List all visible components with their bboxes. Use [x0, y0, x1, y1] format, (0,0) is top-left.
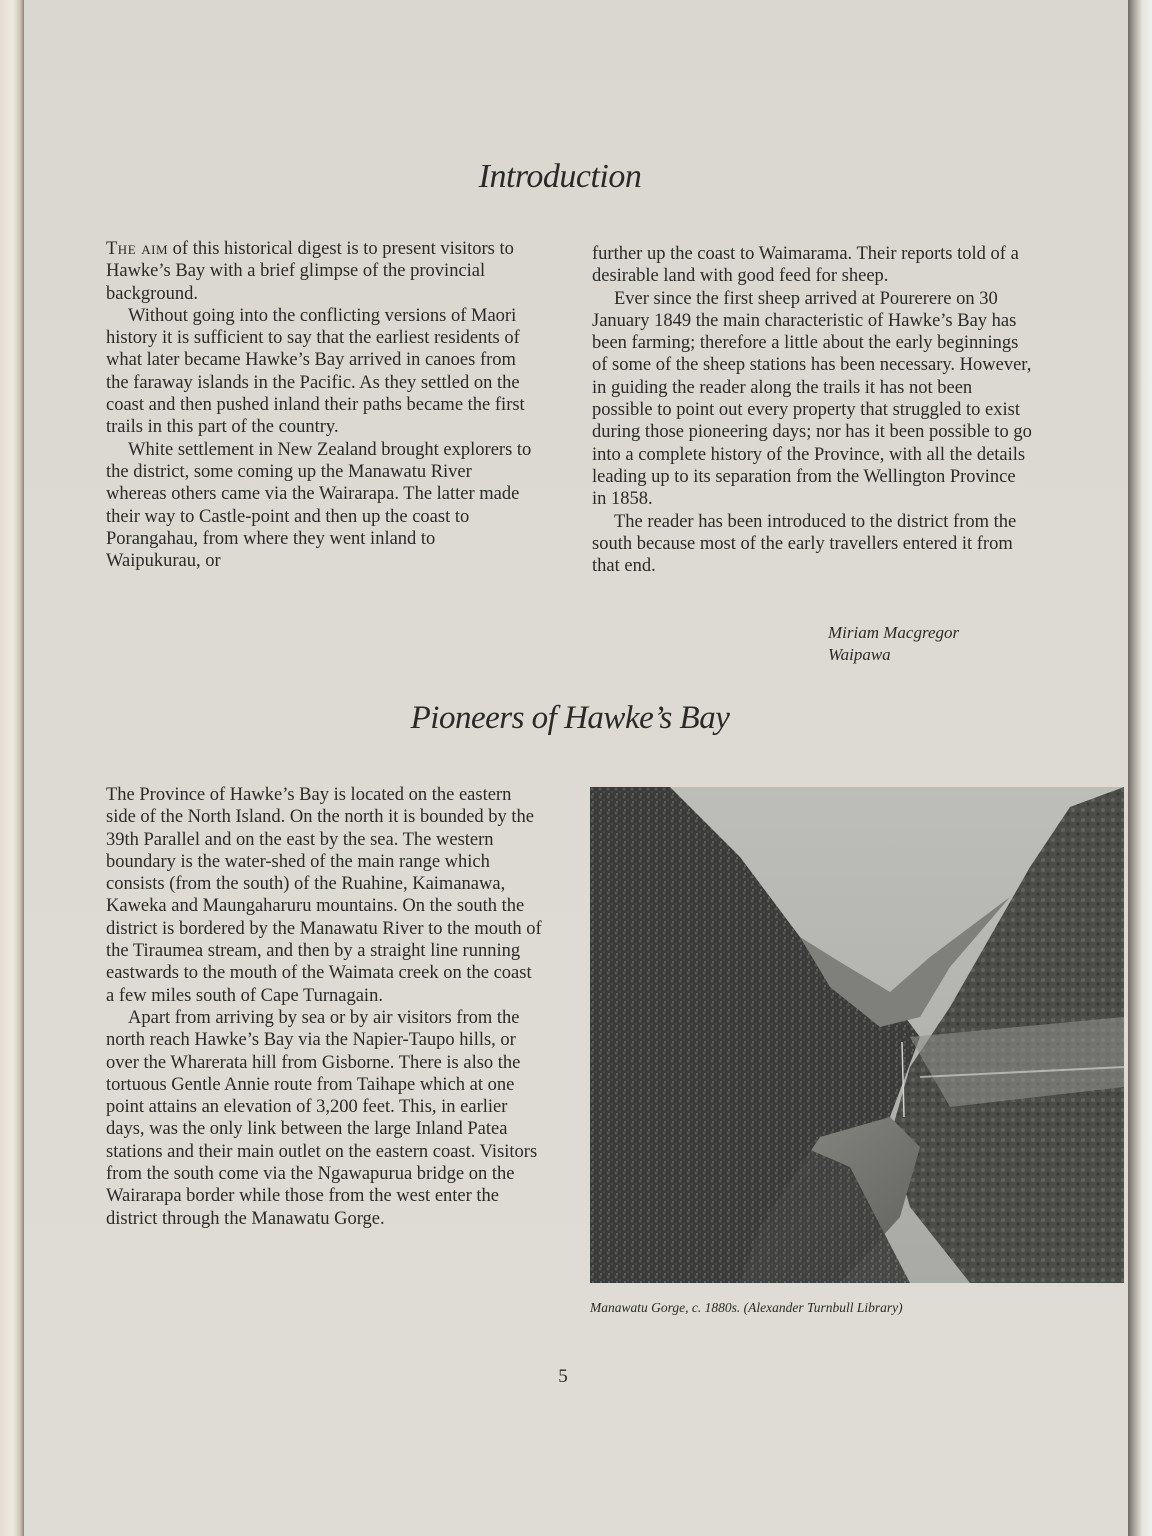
introduction-paragraph-6: The reader has been introduced to the district from the south because most of the early travellers entered it from that end. — [592, 511, 1017, 577]
book-spine-shadow — [0, 0, 24, 1536]
photo-caption: Manawatu Gorge, c. 1880s. (Alexander Turnbull Library) — [590, 1300, 903, 1315]
introduction-paragraph-5: Ever since the first sheep arrived at Pourerere on 30 January 1849 the main characteristic of Hawke’s Bay has been farming; therefore a little about the early beginnings of some of the sheep stations has been necessary. However, in guiding the reader along the trails it has not been possible to point out every property that struggled to exist during those pioneering days; nor has it been possible to go into a complete history of the Province, with all the details leading up to its separation from the Wellington Province in 1858. — [592, 288, 1032, 510]
author-place: Waipawa — [828, 645, 891, 664]
gorge-photo-illustration — [590, 787, 1124, 1283]
manawatu-gorge-photo — [590, 787, 1124, 1283]
introduction-paragraph-1 — [106, 238, 534, 305]
pioneers-title: Pioneers of Hawke’s Bay — [410, 700, 730, 736]
author-signature — [828, 622, 959, 666]
introduction-paragraph-4: further up the coast to Waimarama. Their reports told of a desirable land with good feed for sheep. — [592, 244, 1019, 287]
introduction-paragraph-1-text: of this historical digest is to present visitors to Hawke’s Bay with a brief glimpse of the provincial background. — [106, 239, 514, 304]
pioneers-paragraph-1: The Province of Hawke’s Bay is located on the eastern side of the North Island. On the north it is bounded by the 39th Parallel and on the east by the sea. The western boundary is the water-shed of the main range which consists (from the south) of the Ruahine, Kaimanawa, Kaweka and Maungaharuru mountains. On the south the district is bordered by the Manawatu River to the mouth of the Tiraumea stream, and then by a straight line running eastwards to the mouth of the Waimata creek on the coast a few miles south of Cape Turnagain. — [106, 785, 542, 1006]
introduction-column-right — [592, 243, 1032, 577]
introduction-paragraph-3: White settlement in New Zealand brought explorers to the district, some coming up the Manawatu River whereas others came via the Wairarapa. The latter made their way to Castle-point and then up the coast to Porangahau, from where they went inland to Waipukurau, or — [106, 439, 532, 572]
introduction-column-left — [106, 238, 534, 572]
lead-caps: The aim — [106, 239, 169, 259]
pioneers-column-left — [106, 784, 544, 1230]
page-right-edge — [1128, 0, 1152, 1536]
introduction-title: Introduction — [478, 158, 642, 195]
introduction-paragraph-2: Without going into the conflicting versions of Maori history it is sufficient to say that the earliest residents of what later became Hawke’s Bay arrived in canoes from the faraway islands in the Pacific. As they settled on the coast and then pushed inland their paths became the first trails in this part of the country. — [106, 305, 525, 438]
page-number: 5 — [558, 1366, 568, 1387]
author-name: Miriam Macgregor — [828, 623, 960, 642]
pioneers-paragraph-2: Apart from arriving by sea or by air visitors from the north reach Hawke’s Bay via the Napier-Taupo hills, or over the Wharerata hill from Gisborne. There is also the tortuous Gentle Annie route from Taihape which at one point attains an elevation of 3,200 feet. This, in earlier days, was the only link between the large Inland Patea stations and their main outlet on the eastern coast. Visitors from the south come via the Ngawapurua bridge on the Wairarapa border while those from the west enter the district through the Manawatu Gorge. — [106, 1007, 538, 1229]
